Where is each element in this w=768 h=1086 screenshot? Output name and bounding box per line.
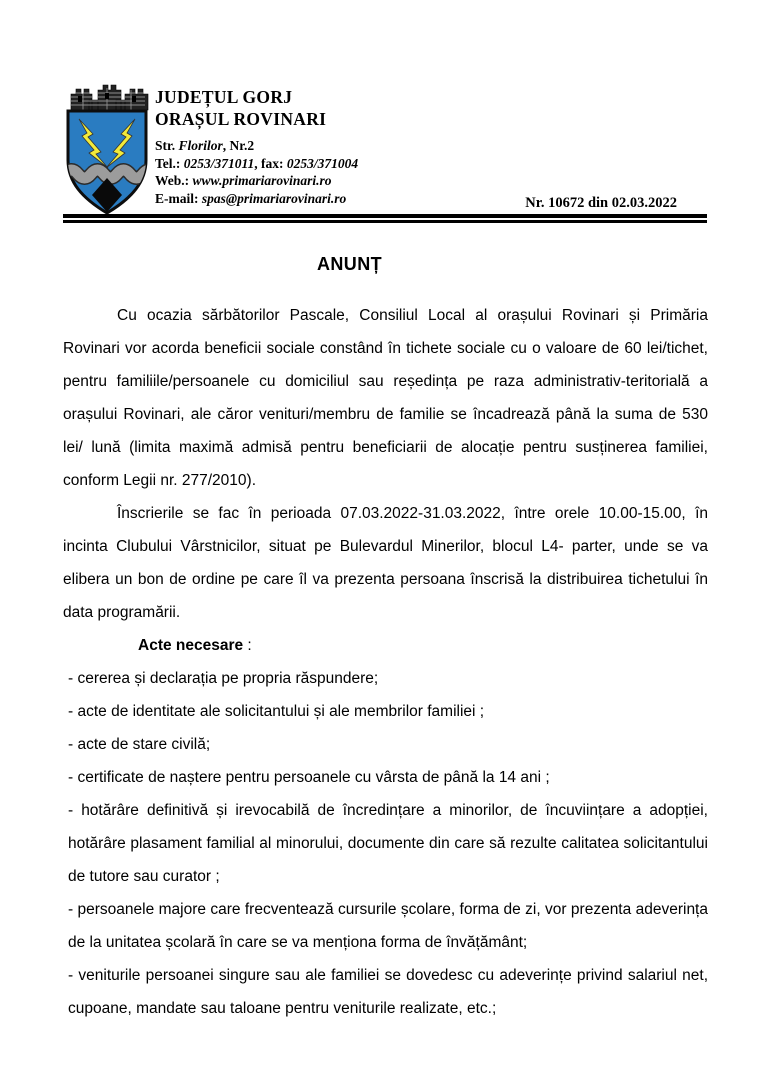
institution-block [155, 86, 358, 207]
letterhead [63, 84, 707, 214]
county-name: JUDEȚUL GORJ [155, 87, 293, 107]
rule-bar-top [63, 214, 707, 218]
requirement-item: - cererea și declarația pe propria răspundere; [68, 670, 379, 687]
phone-line: Tel.: 0253/371011, fax: 0253/371004 [155, 155, 359, 171]
tel-number: 0253/371011 [183, 155, 255, 171]
fax-number: 0253/371004 [286, 155, 359, 171]
document-body [63, 240, 708, 1025]
double-rule [63, 214, 707, 223]
requirement-item: - acte de stare civilă; [68, 736, 211, 753]
paragraph: Înscrierile se fac în perioada 07.03.2022-31.03.2022, între orele 10.00-15.00, în incinta Clubului Vârstnicilor, situat pe Bulevardul Minerilor, blocul L4- parter, unde se va elibera un bon de ordine pe care îl va prezenta persoana înscrisă la distribuirea tichetului în data programării. [63, 505, 708, 621]
address-line: Str. Florilor, Nr.2 [155, 138, 255, 153]
registration-number: Nr. 10672 din 02.03.2022 [525, 195, 677, 211]
requirements-heading: Acte necesare : [138, 637, 252, 654]
city-name: ORAȘUL ROVINARI [155, 109, 327, 129]
requirement-item: - acte de identitate ale solicitantului și ale membrilor familiei ; [68, 703, 485, 720]
coat-of-arms-icon [63, 84, 151, 216]
web-url: www.primariarovinari.ro [192, 173, 332, 188]
requirement-item: - veniturile persoanei singure sau ale familiei se dovedesc cu adeverințe privind salariul net, cupoane, mandate sau taloane pentru veniturile realizate, etc.; [68, 967, 708, 1017]
paragraph: Cu ocazia sărbătorilor Pascale, Consiliul Local al orașului Rovinari și Primăria Rovinari vor acorda beneficii sociale constând în tichete sociale cu o valoare de 60 lei/tichet, pentru familiile/persoanele cu domiciliul sau reședința pe raza administrativ-teritorială a orașului Rovinari, ale căror venituri/membru de familie se încadrează până la suma de 530 lei/ lună (limita maximă admisă pentru beneficiarii de alocație pentru susținerea familiei, conform Legii nr. 277/2010). [63, 307, 708, 489]
requirement-item: - certificate de naștere pentru persoanele cu vârsta de până la 14 ani ; [68, 769, 550, 786]
email-line: E-mail: spas@primariarovinari.ro [155, 190, 347, 206]
requirement-item: - persoanele majore care frecventează cursurile școlare, forma de zi, vor prezenta adeverința de la unitatea școlară în care se va menționa forma de învățământ; [68, 901, 708, 951]
crown-shape [69, 85, 148, 110]
page-title: ANUNȚ [317, 254, 382, 274]
email-address: spas@primariarovinari.ro [201, 190, 347, 206]
rule-bar-bottom [63, 220, 707, 224]
web-line: Web.: www.primariarovinari.ro [155, 173, 332, 188]
street-name: Florilor [178, 138, 223, 153]
requirement-item: - hotărâre definitivă și irevocabilă de încredințare a minorilor, de încuviințare a adopției, hotărâre plasament familial al minorului, documente din care să rezulte calitatea solicitantului de tutore sau curator ; [68, 802, 708, 885]
contact-block [155, 137, 358, 207]
